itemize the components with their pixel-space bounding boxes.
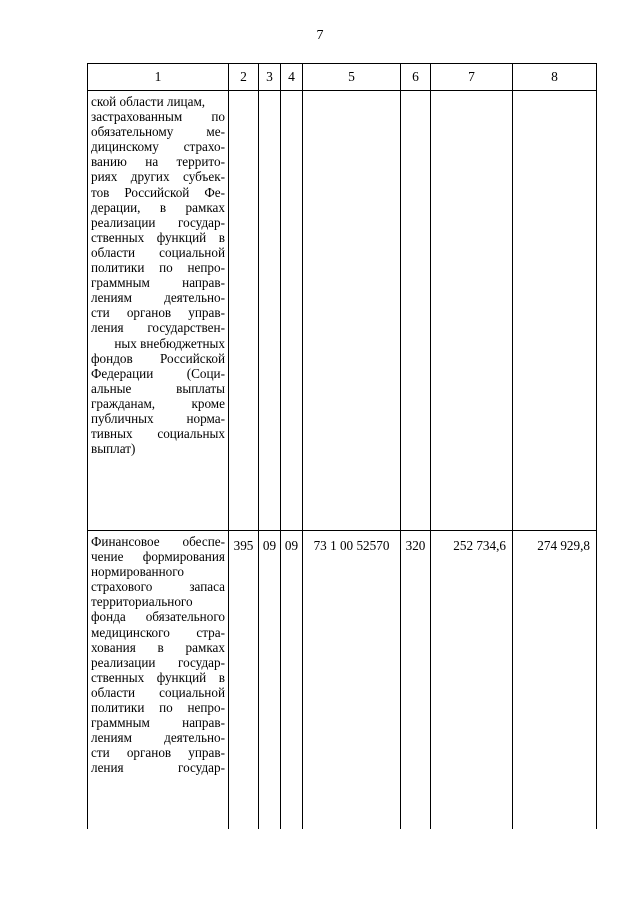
description-line: нормированного [91, 564, 184, 580]
description-line: сти органов управ- [91, 745, 225, 761]
budget-table [87, 63, 597, 829]
description-line: выплат) [91, 441, 136, 457]
description-line: фонда обязательного [91, 609, 225, 625]
row-description [88, 531, 229, 829]
header-col-8: 8 [513, 64, 597, 91]
description-line: лениям деятельно- [91, 290, 225, 306]
description-line: территориального [91, 594, 193, 610]
cell-col-6 [401, 91, 431, 531]
cell-col-6: 320 [401, 531, 431, 829]
cell-col-3: 09 [259, 531, 281, 829]
description-line: тов Российской Фе- [91, 184, 225, 200]
description-line: дерации, в рамках [91, 199, 225, 215]
description-line: ственных функций в [91, 669, 225, 685]
header-col-1: 1 [88, 64, 229, 91]
description-line: ской области лицам, [91, 94, 206, 109]
header-col-4: 4 [281, 64, 303, 91]
description-line: чение формирования [91, 549, 225, 565]
cell-col-5: 73 1 00 52570 [303, 531, 401, 829]
cell-col-4 [281, 91, 303, 531]
header-row [88, 64, 597, 91]
cell-col-2 [229, 91, 259, 531]
description-line: ванию на террито- [91, 154, 225, 170]
description-line: реализации государ- [91, 214, 225, 230]
description-line: дицинскому страхо- [91, 139, 225, 155]
page-number: 7 [316, 28, 324, 43]
description-line: лениям деятельно- [91, 730, 225, 746]
cell-col-7: 252 734,6 [431, 531, 513, 829]
header-col-7: 7 [431, 64, 513, 91]
description-line: сти органов управ- [91, 305, 225, 321]
table-row [88, 91, 597, 531]
cell-col-5 [303, 91, 401, 531]
description-line: Федерации (Соци- [91, 365, 225, 381]
cell-col-8 [513, 91, 597, 531]
description-line: области социальной [91, 684, 225, 700]
header-col-3: 3 [259, 64, 281, 91]
header-col-5: 5 [303, 64, 401, 91]
description-line: хования в рамках [91, 639, 225, 655]
description-line: политики по непро- [91, 700, 225, 716]
header-col-6: 6 [401, 64, 431, 91]
description-line: реализации государ- [91, 654, 225, 670]
description-line: ления государствен- [91, 320, 225, 336]
cell-col-7 [431, 91, 513, 531]
cell-col-8: 274 929,8 [513, 531, 597, 829]
description-line: ственных функций в [91, 229, 225, 245]
description-line: альные выплаты [91, 380, 225, 396]
description-line: ных внебюджетных [114, 335, 225, 351]
description-line: риях других субъек- [91, 169, 225, 185]
description-line: страхового запаса [91, 579, 225, 595]
cell-col-2: 395 [229, 531, 259, 829]
header-col-2: 2 [229, 64, 259, 91]
description-line: области социальной [91, 244, 225, 260]
row-description [88, 91, 229, 531]
description-line: тивных социальных [91, 426, 225, 442]
description-line: Финансовое обеспе- [91, 534, 225, 549]
table-row [88, 531, 597, 829]
description-line: медицинского стра- [91, 624, 225, 640]
description-line: публичных норма- [91, 410, 225, 426]
description-line: фондов Российской [91, 350, 225, 366]
description-line: застрахованным по [91, 109, 225, 125]
description-line: ления государ- [91, 760, 225, 776]
cell-col-4: 09 [281, 531, 303, 829]
description-line: политики по непро- [91, 260, 225, 276]
description-line: гражданам, кроме [91, 395, 225, 411]
description-line: граммным направ- [91, 715, 225, 731]
description-line: обязательному ме- [91, 124, 225, 140]
cell-col-3 [259, 91, 281, 531]
description-line: граммным направ- [91, 275, 225, 291]
